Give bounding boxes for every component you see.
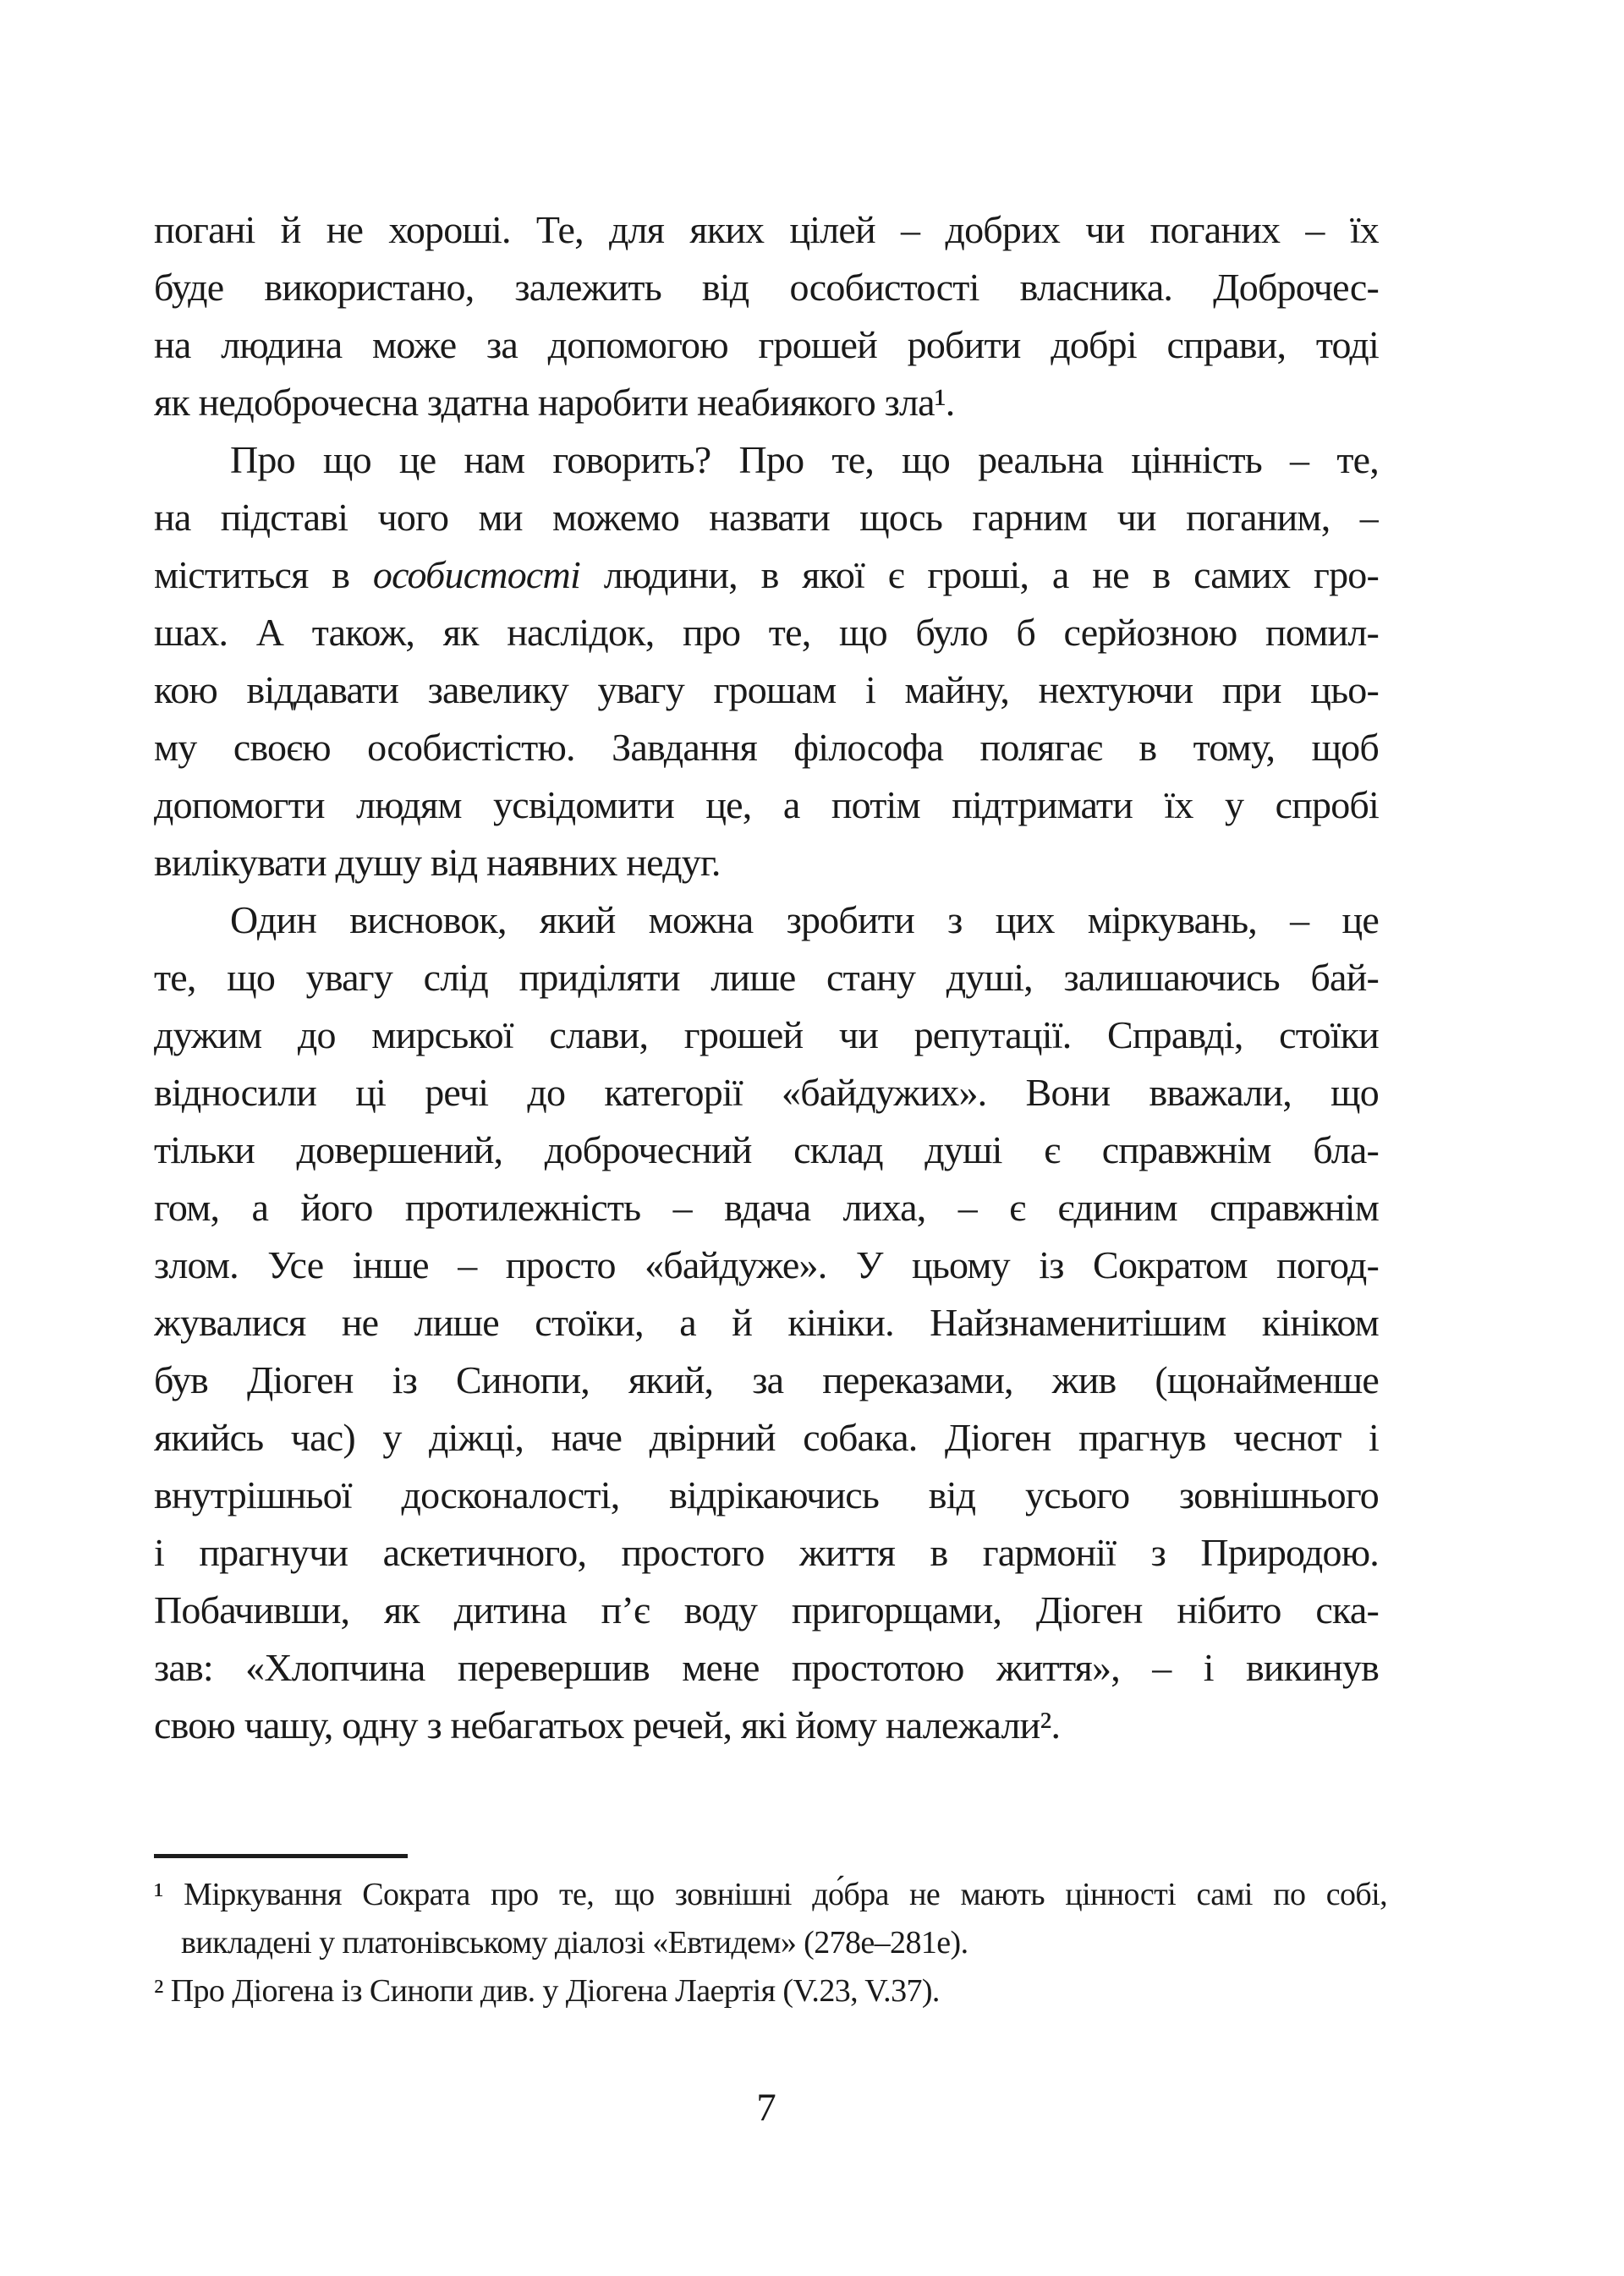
text-line: якийсь час) у діжці, наче двірний собака. Діоген прагнув чеснот і: [154, 1416, 1379, 1459]
text-line: [154, 546, 1379, 604]
text-line: погані й не хороші. Те, для яких цілей – добрих чи поганих – їх: [154, 208, 1379, 251]
footnote-2: [154, 1967, 1387, 2015]
footnote-line: викладені у платонівському діалозі «Евтидем» (278e–281e).: [181, 1925, 968, 1961]
text-line: як недоброчесна здатна наробити неабиякого зла¹.: [154, 381, 955, 424]
text-line: шах. А також, як наслідок, про те, що було б серйозною помил-: [154, 611, 1379, 654]
text-line: відносили ці речі до категорії «байдужих». Вони вважали, що: [154, 1071, 1379, 1114]
italic-text: особистості: [372, 553, 580, 596]
footnote-line: ² Про Діогена із Синопи див. у Діогена Лаертія (V.23, V.37).: [154, 1973, 940, 2009]
footnote-line: ¹ Міркування Сократа про те, що зовнішні до́бра не мають цінності самі по собі,: [154, 1877, 1387, 1912]
text-line: внутрішньої досконалості, відрікаючись від усього зовнішнього: [154, 1473, 1379, 1516]
text-line: був Діоген із Синопи, який, за переказами, жив (щонайменше: [154, 1358, 1379, 1401]
main-text: [154, 201, 1379, 1754]
footnote-1: [154, 1871, 1387, 1967]
text-line: вилікувати душу від наявних недуг.: [154, 841, 721, 884]
text-line: кою віддавати завелику увагу грошам і майну, нехтуючи при цьо-: [154, 668, 1379, 711]
text-line: му своєю особистістю. Завдання філософа полягає в тому, щоб: [154, 726, 1379, 769]
text-line: Побачивши, як дитина п’є воду пригорщами, Діоген нібито ска-: [154, 1588, 1379, 1632]
text-line: свою чашу, одну з небагатьох речей, які йому належали².: [154, 1703, 1061, 1747]
text-line: Про що це нам говорить? Про те, що реальна цінність – те,: [230, 438, 1379, 481]
paragraph-1: [154, 201, 1379, 431]
text-line: Один висновок, який можна зробити з цих міркувань, – це: [230, 898, 1379, 941]
text-line: дужим до мирської слави, грошей чи репутації. Справді, стоїки: [154, 1013, 1379, 1056]
text-line: те, що увагу слід приділяти лише стану душі, залишаючись бай-: [154, 956, 1379, 999]
paragraph-2: [154, 431, 1379, 891]
text-segment: міститься в: [154, 553, 373, 596]
text-segment: людини, в якої є гроші, а не в самих гро-: [579, 553, 1379, 596]
text-line: на людина може за допомогою грошей робити добрі справи, тоді: [154, 323, 1379, 366]
text-line: жувалися не лише стоїки, а й кініки. Найзнаменитішим кініком: [154, 1301, 1379, 1344]
text-line: злом. Усе інше – просто «байдуже». У цьому із Сократом погод-: [154, 1243, 1379, 1286]
text-line: гом, а його протилежність – вдача лиха, – є єдиним справжнім: [154, 1186, 1379, 1229]
page-number: 7: [756, 2086, 776, 2130]
paragraph-3: [154, 891, 1379, 1754]
text-line: тільки довершений, доброчесний склад душі є справжнім бла-: [154, 1128, 1379, 1171]
footnote-separator: [154, 1854, 408, 1858]
text-line: буде використано, залежить від особистості власника. Доброчес-: [154, 266, 1379, 309]
footnotes: [154, 1871, 1387, 2015]
text-line: і прагнучи аскетичного, простого життя в гармонії з Природою.: [154, 1531, 1379, 1574]
text-line: допомогти людям усвідомити це, а потім підтримати їх у спробі: [154, 783, 1379, 826]
text-line: на підставі чого ми можемо назвати щось гарним чи поганим, –: [154, 496, 1379, 539]
text-line: зав: «Хлопчина перевершив мене простотою життя», – і викинув: [154, 1646, 1379, 1689]
